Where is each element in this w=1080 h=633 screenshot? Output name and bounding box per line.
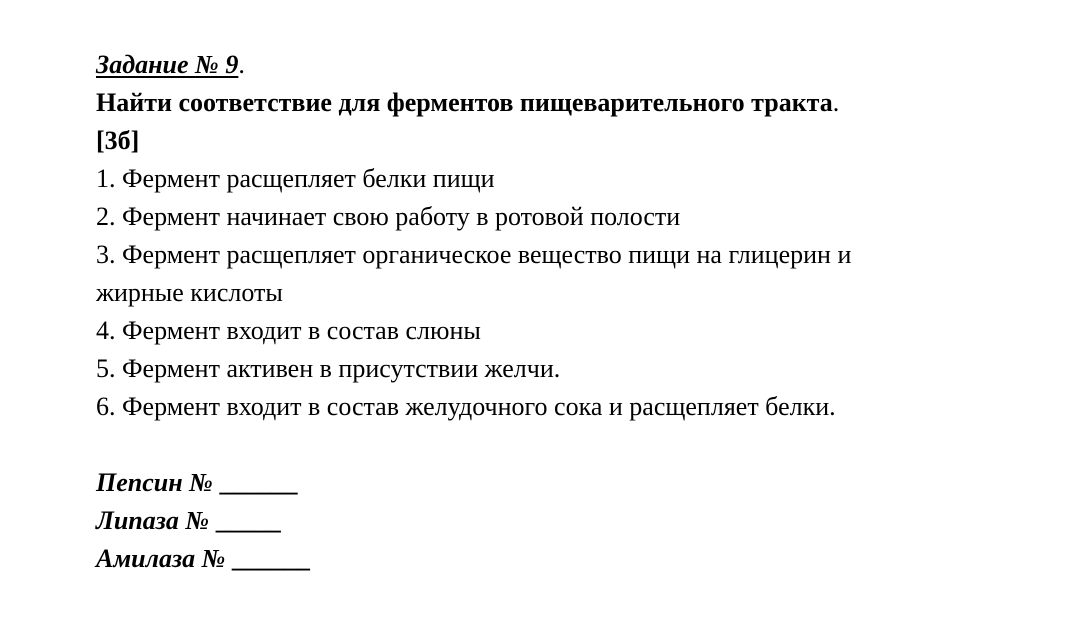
answer-list: [96, 464, 1056, 578]
answer-blank: _____: [215, 506, 281, 535]
task-points: [3б]: [96, 126, 140, 155]
statement-item: 5. Фермент активен в присутствии желчи.: [96, 354, 561, 383]
spacer: [96, 426, 1056, 464]
task-title-suffix: .: [238, 50, 245, 79]
task-instruction: Найти соответствие для ферментов пищеварительного тракта: [96, 88, 833, 117]
statement-item: 6. Фермент входит в состав желудочного сока и расщепляет белки.: [96, 392, 836, 421]
answer-pepsin: [96, 464, 1056, 502]
statement-item-continuation: жирные кислоты: [96, 278, 283, 307]
answer-label: Пепсин №: [96, 468, 213, 497]
task-heading: [96, 46, 1056, 84]
statement-item: 3. Фермент расщепляет органическое вещество пищи на глицерин и: [96, 240, 852, 269]
answer-blank: ______: [231, 544, 310, 573]
answer-label: Амилаза №: [96, 544, 226, 573]
statement-item: 4. Фермент входит в состав слюны: [96, 316, 481, 345]
statement-list: [96, 160, 1056, 426]
task-instruction-suffix: .: [832, 88, 840, 117]
task-document: [96, 46, 1056, 578]
statement-item: 2. Фермент начинает свою работу в ротовой полости: [96, 202, 681, 231]
answer-lipase: [96, 502, 1056, 540]
task-title: Задание № 9: [96, 50, 239, 79]
answer-label: Липаза №: [96, 506, 210, 535]
task-instruction-line: [96, 84, 1056, 122]
answer-amylase: [96, 540, 1056, 578]
statement-item: 1. Фермент расщепляет белки пищи: [96, 164, 495, 193]
answer-blank: ______: [219, 468, 298, 497]
